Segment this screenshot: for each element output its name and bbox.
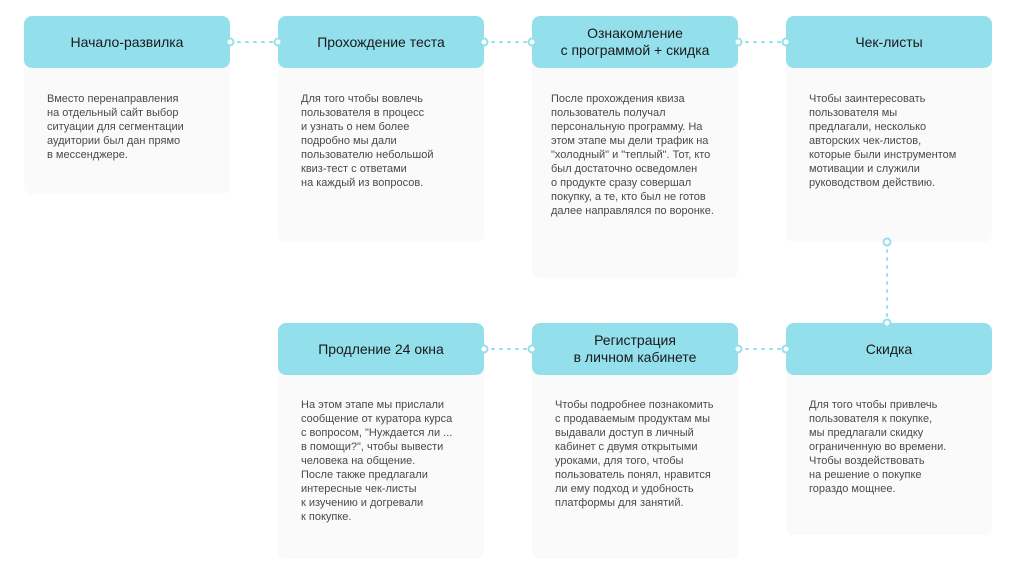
step-text-discount: Для того чтобы привлечь пользователя к покупке, мы предлагали скидку ограниченную во времени. Чтобы воздействовать на решение о покупке гораздо мощнее. [809, 399, 947, 495]
step-text-program: После прохождения квиза пользователь получал персональную программу. На этом этапе мы дели трафик на "холодный" и "теплый". Тот, кто был достаточно осведомлен о продукте сразу совершал покупку, а те, кто был не готов далее направлялся по воронке. [551, 93, 714, 217]
step-title-checklists: Чек-листы [786, 16, 992, 68]
step-title-test: Прохождение теста [278, 16, 484, 68]
step-text-registration: Чтобы подробнее познакомить с продаваемым продуктам мы выдавали доступ в личный кабинет с двумя открытыми уроками, для того, чтобы пользователь понял, нравится ли ему подход и удобность платформы для занятий. [555, 399, 714, 509]
step-title-registration: Регистрация в личном кабинете [532, 323, 738, 375]
step-title-program: Ознакомление с программой + скидка [532, 16, 738, 68]
step-title-discount: Скидка [786, 323, 992, 375]
step-title-start: Начало-развилка [24, 16, 230, 68]
step-text-extension: На этом этапе мы прислали сообщение от куратора курса с вопросом, "Нуждается ли ... в помощи?", чтобы вывести человека на общение. После также предлагали интересные чек-листы к изучению и догревали к покупке. [301, 399, 453, 523]
step-text-checklists: Чтобы заинтересовать пользователя мы предлагали, несколько авторских чек-листов, которые были инструментом мотивации и служили руководством действию. [809, 93, 957, 189]
step-text-start: Вместо перенаправления на отдельный сайт выбор ситуации для сегментации аудитории был дан прямо в мессенджере. [47, 93, 184, 161]
step-title-extension: Продление 24 окна [278, 323, 484, 375]
step-text-test: Для того чтобы вовлечь пользователя в процесс и узнать о нем более подробно мы дали пользователю небольшой квиз-тест с ответами на каждый из вопросов. [301, 93, 434, 189]
